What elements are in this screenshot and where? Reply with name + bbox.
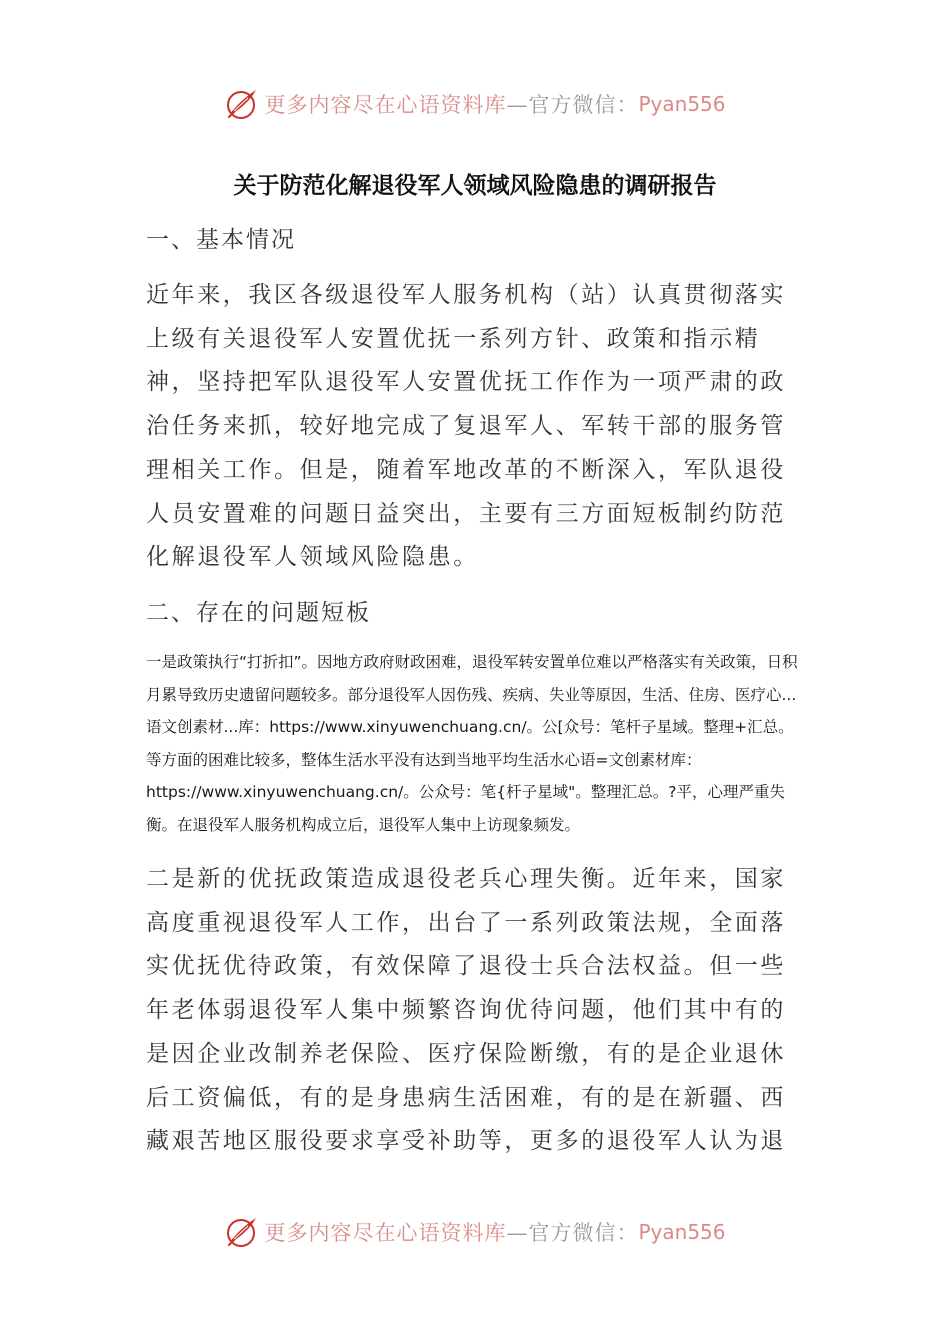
problem2-body: [146, 858, 806, 1164]
problem2-paragraph: 二是新的优抚政策造成退役老兵心理失衡。近年来，国家高度重视退役军人工作，出台了一系列政策法规，全面落实优抚优待政策，有效保障了退役士兵合法权益。但一些年老体弱退役军人集中频繁咨询优待问题，他们其中有的是因企业改制养老保险、医疗保险断缴，有的是企业退休后工资偏低，有的是身患病生活困难，有的是在新疆、西藏艰苦地区服役要求享受补助等，更多的退役军人认为退: [146, 866, 786, 1155]
section-problems: [146, 595, 806, 631]
footer-watermark-banner: [0, 1212, 950, 1252]
problem1-paragraph: 一是政策执行“打折扣”。因地方政府财政困难，退役军转安置单位难以严格落实有关政策，日积月累导致历史遗留问题较多。部分退役军人因伤残、疾病、失业等原因，生活、住房、医疗心...语文创素材...库：https://www.xinyuwenchuang.cn/。公[众号：笔杆子星域。整理+汇总。等方面的困难比较多，整体生活水平没有达到当地平均生活水心语=文创素材库：https://www.xinyuwenchuang.cn/。公众号：笔{杆子星域"。整理汇总。?平，心理严重失衡。在退役军人服务机构成立后，退役军人集中上访现象频发。: [146, 653, 798, 834]
section1-heading: 一、基本情况: [146, 227, 296, 253]
banner-contact-text: —官方微信：: [506, 1221, 639, 1245]
quill-pen-icon: [224, 1214, 260, 1250]
banner-contact-text: —官方微信：: [506, 93, 639, 117]
header-watermark-banner: [0, 84, 950, 124]
document-title: 关于防范化解退役军人领域风险隐患的调研报告: [233, 172, 717, 199]
banner-wechat-handle: Pyan556: [638, 1220, 726, 1244]
banner-brand-text: 更多内容尽在心语资料库: [264, 1221, 507, 1245]
section1-body: [146, 274, 806, 580]
quill-pen-icon: [224, 86, 260, 122]
section1-paragraph: 近年来，我区各级退役军人服务机构（站）认真贯彻落实上级有关退役军人安置优抚一系列方针、政策和指示精神，坚持把军队退役军人安置优抚工作作为一项严肃的政治任务来抓，较好地完成了复退军人、军转干部的服务管理相关工作。但是，随着军地改革的不断深入，军队退役人员安置难的问题日益突出，主要有三方面短板制约防范化解退役军人领域风险隐患。: [146, 282, 786, 571]
problem1-body: [146, 646, 806, 841]
banner-brand-text: 更多内容尽在心语资料库: [264, 93, 507, 117]
section2-heading: 二、存在的问题短板: [146, 600, 371, 626]
section-basic-situation: [146, 222, 806, 258]
banner-wechat-handle: Pyan556: [638, 92, 726, 116]
